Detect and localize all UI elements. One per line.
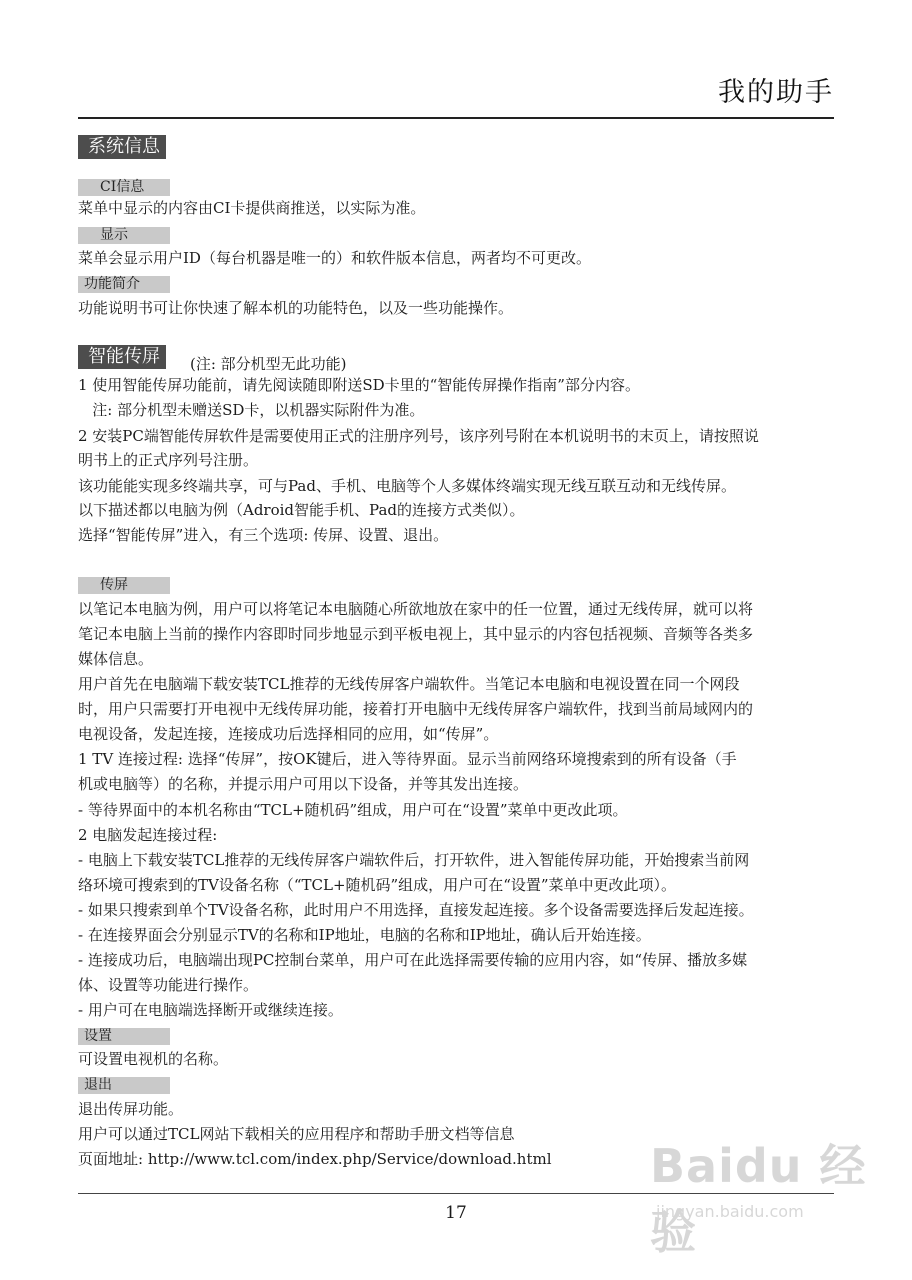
exit-line: 用户可以通过TCL网站下载相关的应用程序和帮助手册文档等信息 (78, 1125, 515, 1143)
smart-cast-note: (注: 部分机型无此功能) (190, 355, 347, 373)
cast-line: 机或电脑等）的名称，并提示用户可用以下设备，并等其发出连接。 (78, 775, 529, 793)
sub-label-settings: 设置 (78, 1028, 170, 1045)
smart-cast-line: 2 安装PC端智能传屏软件是需要使用正式的注册序列号，该序列号附在本机说明书的末页上，请按照说 (78, 427, 759, 445)
settings-text: 可设置电视机的名称。 (78, 1050, 229, 1068)
cast-line: - 电脑上下载安装TCL推荐的无线传屏客户端软件后，打开软件，进入智能传屏功能，开始搜索当前网 (78, 851, 750, 869)
function-intro-text: 功能说明书可让你快速了解本机的功能特色，以及一些功能操作。 (78, 299, 514, 317)
exit-line: 退出传屏功能。 (78, 1100, 184, 1118)
smart-cast-line: 明书上的正式序列号注册。 (78, 451, 259, 469)
cast-line: - 等待界面中的本机名称由“TCL+随机码”组成，用户可在“设置”菜单中更改此项。 (78, 801, 628, 819)
display-text: 菜单会显示用户ID（每台机器是唯一的）和软件版本信息，两者均不可更改。 (78, 249, 591, 267)
cast-line: 笔记本电脑上当前的操作内容即时同步地显示到平板电视上，其中显示的内容包括视频、音频等各类多 (78, 625, 754, 643)
sub-label-ci-info: CI信息 (78, 179, 170, 196)
cast-line: 时，用户只需要打开电视中无线传屏功能，接着打开电脑中无线传屏客户端软件，找到当前局域网内的 (78, 700, 754, 718)
smart-cast-line: 以下描述都以电脑为例（Adroid智能手机、Pad的连接方式类似）。 (78, 501, 525, 519)
cast-line: 1 TV 连接过程: 选择“传屏”，按OK键后，进入等待界面。显示当前网络环境搜索到的所有设备（手 (78, 750, 737, 768)
exit-line: 页面地址: http://www.tcl.com/index.php/Service/download.html (78, 1150, 552, 1168)
cast-line: 用户首先在电脑端下载安装TCL推荐的无线传屏客户端软件。当笔记本电脑和电视设置在同一个网段 (78, 675, 740, 693)
smart-cast-line: 该功能能实现多终端共享，可与Pad、手机、电脑等个人多媒体终端实现无线互联互动和无线传屏。 (78, 477, 736, 495)
section-heading-smart-cast: 智能传屏 (78, 345, 166, 369)
section-heading-system-info: 系统信息 (78, 135, 166, 159)
sub-label-cast: 传屏 (78, 577, 170, 594)
cast-line: 2 电脑发起连接过程: (78, 826, 218, 844)
smart-cast-line: 注: 部分机型未赠送SD卡，以机器实际附件为准。 (78, 401, 425, 419)
cast-line: - 用户可在电脑端选择断开或继续连接。 (78, 1001, 343, 1019)
cast-line: 媒体信息。 (78, 650, 154, 668)
watermark-url: jingyan.baidu.com (656, 1202, 804, 1221)
page-number: 17 (445, 1203, 467, 1223)
cast-line: 络环境可搜索到的TV设备名称（“TCL+随机码”组成，用户可在“设置”菜单中更改此项）。 (78, 876, 677, 894)
watermark-brand: Baidu 经验 (650, 1139, 867, 1259)
sub-label-exit: 退出 (78, 1077, 170, 1094)
sub-label-display: 显示 (78, 227, 170, 244)
cast-line: - 在连接界面会分别显示TV的名称和IP地址，电脑的名称和IP地址，确认后开始连接。 (78, 926, 651, 944)
page-title: 我的助手 (718, 77, 834, 108)
cast-line: 体、设置等功能进行操作。 (78, 976, 259, 994)
cast-line: - 连接成功后，电脑端出现PC控制台菜单，用户可在此选择需要传输的应用内容，如“传屏、播放多媒 (78, 951, 748, 969)
ci-info-text: 菜单中显示的内容由CI卡提供商推送，以实际为准。 (78, 199, 426, 217)
header-divider (78, 117, 834, 119)
cast-line: 电视设备，发起连接，连接成功后选择相同的应用，如“传屏”。 (78, 725, 499, 743)
smart-cast-line: 选择“智能传屏”进入，有三个选项: 传屏、设置、退出。 (78, 526, 449, 544)
smart-cast-line: 1 使用智能传屏功能前，请先阅读随即附送SD卡里的“智能传屏操作指南”部分内容。 (78, 376, 640, 394)
cast-line: 以笔记本电脑为例，用户可以将笔记本电脑随心所欲地放在家中的任一位置，通过无线传屏，就可以将 (78, 600, 754, 618)
sub-label-function-intro: 功能简介 (78, 276, 170, 293)
cast-line: - 如果只搜索到单个TV设备名称，此时用户不用选择，直接发起连接。多个设备需要选择后发起连接。 (78, 901, 754, 919)
footer-divider (78, 1193, 834, 1194)
